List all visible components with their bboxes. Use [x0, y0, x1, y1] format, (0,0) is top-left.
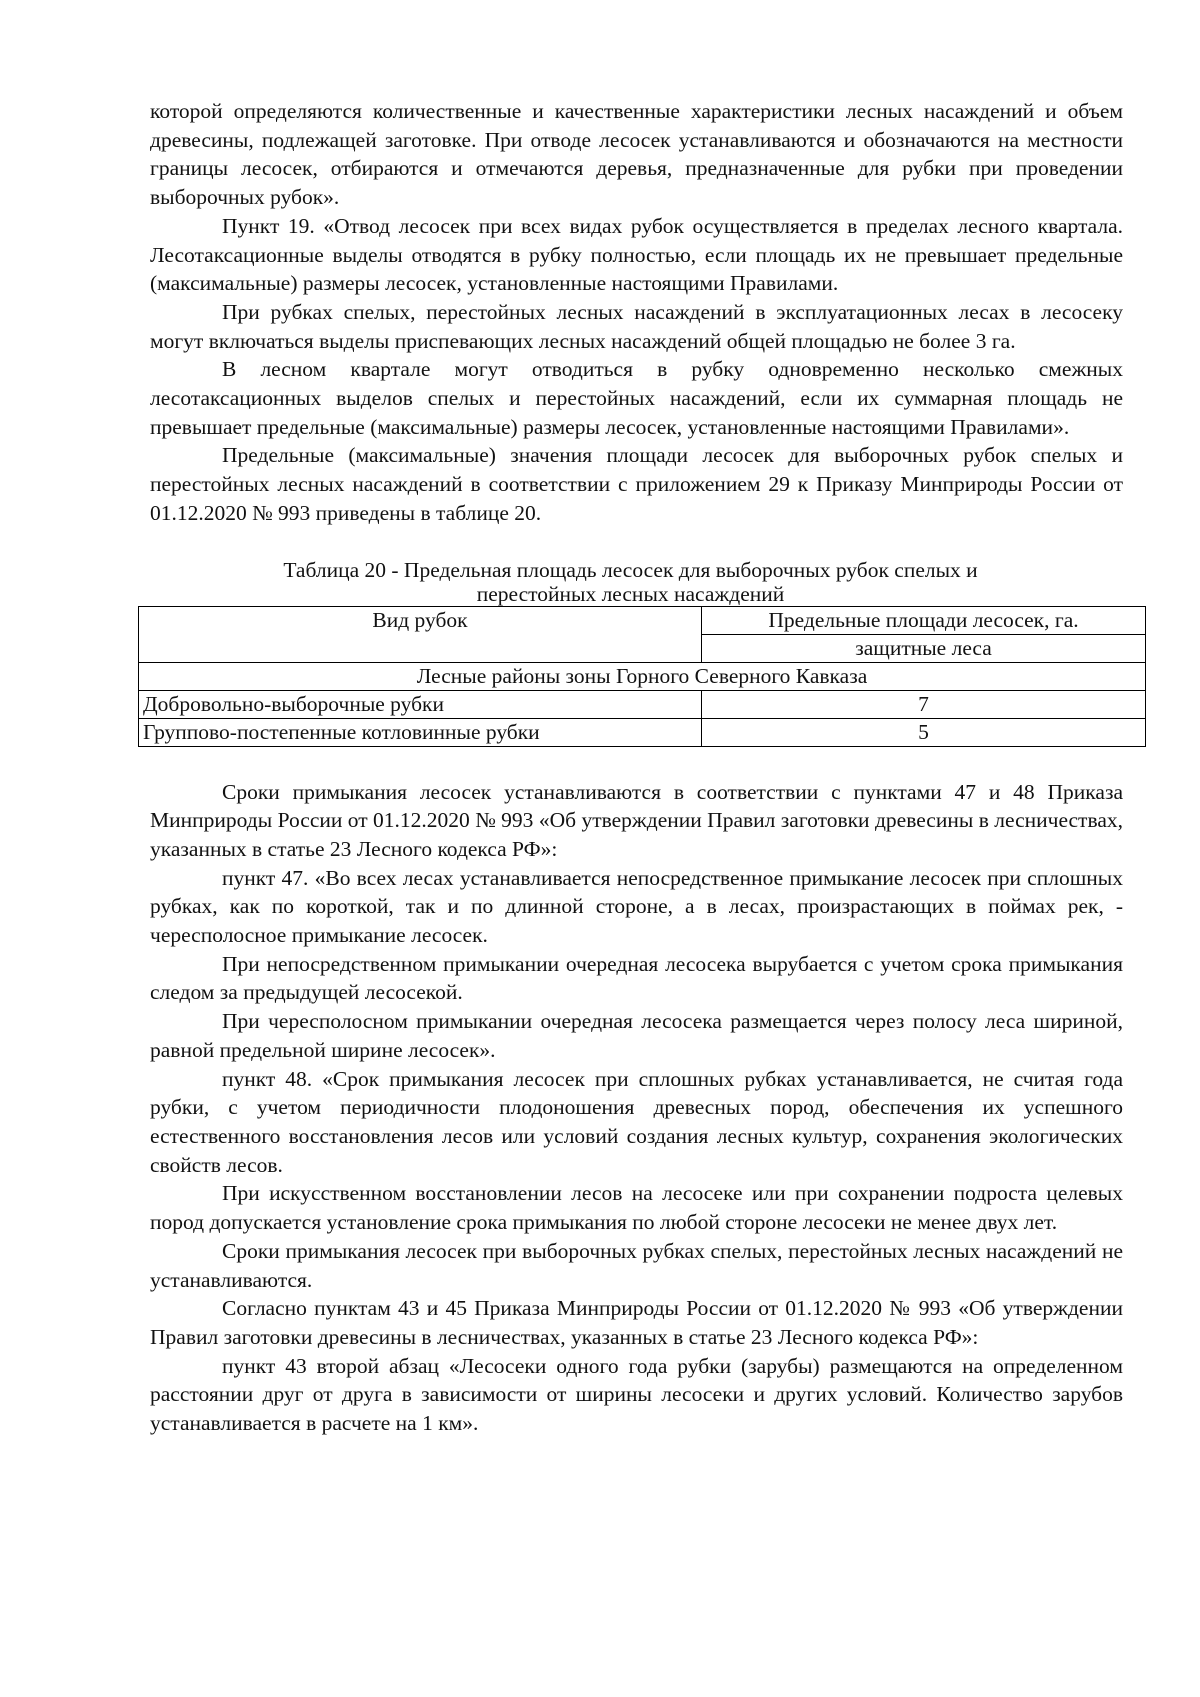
paragraph-point-48: пункт 48. «Срок примыкания лесосек при сплошных рубках устанавливается, не считая года рубки, с учетом периодичности плодоношения древесных пород, обеспечения их успешного естественного восстановления лесов или условий создания лесных культур, сохранения экологических свойств лесов. [150, 1066, 1123, 1177]
table-row [139, 718, 1146, 746]
table-caption-line-2: перестойных лесных насаждений [476, 581, 785, 606]
table-caption [138, 558, 1123, 606]
paragraph-point-19: Пункт 19. «Отвод лесосек при всех видах рубок осуществляется в пределах лесного квартала. Лесотаксационные выделы отводятся в рубку полностью, если площадь их не превышает предельные (максимальные) размеры лесосек, установленные настоящими Правилами. [150, 213, 1123, 296]
header-cell-cut-type: Вид рубок [139, 606, 702, 662]
row-value-cell: 7 [702, 690, 1146, 718]
table-20 [138, 606, 1146, 747]
row-value-cell: 5 [702, 718, 1146, 746]
paragraph-point-47: пункт 47. «Во всех лесах устанавливается непосредственное примыкание лесосек при сплошных рубках, как по короткой, так и по длинной стороне, а в лесах, произрастающих в поймах рек, - чересполосное примыкание лесосек. [150, 865, 1123, 948]
paragraph-points-43-45: Согласно пунктам 43 и 45 Приказа Минприроды России от 01.12.2020 № 993 «Об утверждении Правил заготовки древесины в лесничествах, указанных в статье 23 Лесного кодекса РФ»: [150, 1296, 1123, 1349]
paragraph-direct-adjacency: При непосредственном примыкании очередная лесосека вырубается с учетом срока примыкания следом за предыдущей лесосекой. [150, 951, 1123, 1005]
table-header-row [139, 606, 1146, 634]
row-label-cell: Группово-постепенные котловинные рубки [139, 718, 702, 746]
row-label-cell: Добровольно-выборочные рубки [139, 690, 702, 718]
table-section-row [139, 662, 1146, 690]
subheader-cell-protective-forests: защитные леса [702, 634, 1146, 662]
paragraph-max-area-reference: Предельные (максимальные) значения площади лесосек для выборочных рубок спелых и перестойных лесных насаждений в соответствии с приложением 29 к Приказу Минприроды России от 01.12.2020 № 993 приведены в таблице 20. [150, 443, 1123, 525]
section-cell-north-caucasus: Лесные районы зоны Горного Северного Кавказа [139, 662, 1146, 690]
paragraph-adjacency-terms: Сроки примыкания лесосек устанавливаются в соответствии с пунктами 47 и 48 Приказа Минприроды России от 01.12.2020 № 993 «Об утверждении Правил заготовки древесины в лесничествах, указанных в статье 23 Лесного кодекса РФ»: [150, 779, 1123, 861]
paragraph-artificial-restoration: При искусственном восстановлении лесов на лесосеке или при сохранении подроста целевых пород допускается установление срока примыкания по любой стороне лесосеки не менее двух лет. [150, 1181, 1123, 1235]
paragraph-continuation: которой определяются количественные и качественные характеристики лесных насаждений и объем древесины, подлежащей заготовке. При отводе лесосек устанавливаются и обозначаются на местности границы лесосек, отбираются и отмечаются деревья, предназначенные для рубки при проведении выборочных рубок». [150, 99, 1123, 210]
header-cell-max-area: Предельные площади лесосек, га. [702, 606, 1146, 634]
table-caption-line-1: Таблица 20 - Предельная площадь лесосек для выборочных рубок спелых и [283, 557, 978, 582]
paragraph-selective-cuts-terms: Сроки примыкания лесосек при выборочных рубках спелых, перестойных лесных насаждений не устанавливаются. [150, 1238, 1123, 1292]
paragraph-strip-adjacency: При чересполосном примыкании очередная лесосека размещается через полосу леса шириной, равной предельной ширине лесосек». [150, 1009, 1123, 1062]
paragraph-ripening-stands: При рубках спелых, перестойных лесных насаждений в эксплуатационных лесах в лесосеку могут включаться выделы приспевающих лесных насаждений общей площадью не более 3 га. [150, 299, 1123, 353]
table-row [139, 690, 1146, 718]
paragraph-point-43: пункт 43 второй абзац «Лесосеки одного года рубки (зарубы) размещаются на определенном расстоянии друг от друга в зависимости от ширины лесосеки и других условий. Количество зарубов устанавливается в расчете на 1 км». [150, 1353, 1123, 1436]
paragraph-adjacent-allotments: В лесном квартале могут отводиться в рубку одновременно несколько смежных лесотаксационных выделов спелых и перестойных насаждений, если их суммарная площадь не превышает предельные (максимальные) размеры лесосек, установленные настоящими Правилами». [150, 357, 1123, 439]
